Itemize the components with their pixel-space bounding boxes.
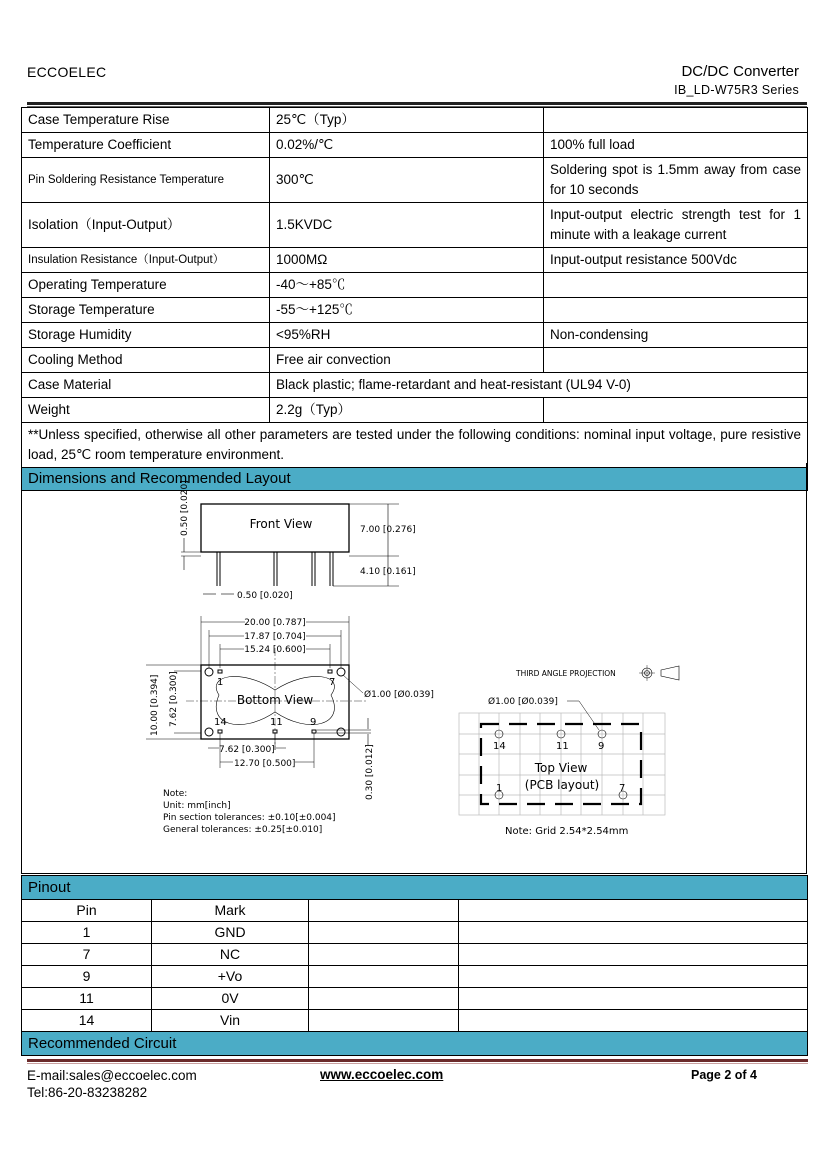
dim-pin-span: 15.24 [0.600] bbox=[244, 645, 306, 655]
dim-pin-pitch-2: 12.70 [0.500] bbox=[234, 759, 296, 769]
brand-name: ECCOELEC bbox=[27, 64, 107, 80]
empty-cell bbox=[459, 944, 808, 966]
pin-label: 1 bbox=[217, 677, 224, 688]
footer-phone: Tel:86-20-83238282 bbox=[27, 1085, 148, 1100]
pcb-pin-label: 7 bbox=[619, 783, 626, 794]
document-header bbox=[674, 63, 799, 99]
param-cell: Operating Temperature bbox=[22, 273, 270, 298]
value-cell: <95%RH bbox=[270, 323, 544, 348]
table-row bbox=[22, 203, 808, 248]
value-cell: 0.02%/℃ bbox=[270, 133, 544, 158]
top-view-label: Top View bbox=[534, 761, 588, 775]
empty-cell bbox=[459, 988, 808, 1010]
param-cell: Storage Humidity bbox=[22, 323, 270, 348]
table-row bbox=[22, 298, 808, 323]
table-row bbox=[22, 1010, 808, 1032]
front-view-label: Front View bbox=[249, 517, 313, 531]
pcb-pin-label: 1 bbox=[496, 783, 503, 794]
dimension-drawing bbox=[22, 463, 808, 874]
value-cell: Black plastic; flame-retardant and heat-resistant (UL94 V-0) bbox=[270, 373, 808, 398]
empty-cell bbox=[309, 988, 459, 1010]
empty-cell bbox=[459, 922, 808, 944]
param-cell: Storage Temperature bbox=[22, 298, 270, 323]
projection-label: THIRD ANGLE PROJECTION bbox=[516, 669, 616, 678]
pcb-pin-label: 14 bbox=[493, 741, 506, 752]
section-header-pinout: Pinout bbox=[22, 876, 808, 900]
pin-label: 11 bbox=[270, 717, 283, 728]
note-cell: Input-output resistance 500Vdc bbox=[544, 248, 808, 273]
empty-cell bbox=[459, 1010, 808, 1032]
param-cell: Pin Soldering Resistance Temperature bbox=[22, 158, 270, 203]
table-row bbox=[22, 158, 808, 203]
value-cell: 2.2g（Typ） bbox=[270, 398, 544, 423]
pin-mark: GND bbox=[152, 922, 309, 944]
table-row bbox=[22, 348, 808, 373]
product-series: IB_LD-W75R3 Series bbox=[674, 83, 799, 97]
value-cell: -55～+125℃ bbox=[270, 298, 544, 323]
note-general-tolerance: General tolerances: ±0.25[±0.010] bbox=[163, 825, 323, 835]
top-hole-diameter: Ø1.00 [Ø0.039] bbox=[488, 697, 558, 707]
table-row bbox=[22, 922, 808, 944]
dim-pin-width: 0.50 [0.020] bbox=[237, 591, 293, 601]
table-row bbox=[22, 966, 808, 988]
table-row bbox=[22, 398, 808, 423]
param-cell: Temperature Coefficient bbox=[22, 133, 270, 158]
dim-pin-pitch-1: 7.62 [0.300] bbox=[219, 745, 275, 755]
dim-pin-length: 4.10 [0.161] bbox=[360, 567, 416, 577]
footer-email[interactable]: E-mail:sales@eccoelec.com bbox=[27, 1068, 197, 1083]
param-cell: Case Material bbox=[22, 373, 270, 398]
spec-table bbox=[21, 107, 808, 491]
param-cell: Weight bbox=[22, 398, 270, 423]
footnote-row bbox=[22, 423, 808, 468]
dim-hole-span: 17.87 [0.704] bbox=[244, 632, 306, 642]
dim-pin-thickness: 0.30 [0.012] bbox=[365, 744, 375, 800]
pin-mark: Vin bbox=[152, 1010, 309, 1032]
pcb-pin-label: 11 bbox=[556, 741, 569, 752]
value-cell: 1000MΩ bbox=[270, 248, 544, 273]
page-number: Page 2 of 4 bbox=[691, 1068, 757, 1082]
note-cell bbox=[544, 348, 808, 373]
empty-cell bbox=[309, 966, 459, 988]
note-cell: Non-condensing bbox=[544, 323, 808, 348]
note-cell bbox=[544, 273, 808, 298]
note-cell: 100% full load bbox=[544, 133, 808, 158]
param-cell: Insulation Resistance（Input-Output） bbox=[22, 248, 270, 273]
table-row bbox=[22, 988, 808, 1010]
dim-height: 7.00 [0.276] bbox=[360, 525, 416, 535]
table-row bbox=[22, 273, 808, 298]
pinout-table bbox=[21, 875, 808, 1056]
footer-rule bbox=[27, 1059, 808, 1062]
empty-cell bbox=[459, 966, 808, 988]
section-header-circuit: Recommended Circuit bbox=[22, 1032, 808, 1056]
value-cell: 25℃（Typ） bbox=[270, 108, 544, 133]
dimensions-panel bbox=[21, 463, 807, 874]
pin-label: 9 bbox=[310, 717, 317, 728]
dim-row-span: 7.62 [0.300] bbox=[169, 671, 179, 727]
param-cell: Cooling Method bbox=[22, 348, 270, 373]
table-row bbox=[22, 248, 808, 273]
section-header-dimensions: Dimensions and Recommended Layout bbox=[22, 468, 808, 491]
pin-number: 1 bbox=[22, 922, 152, 944]
document-title: DC/DC Converter bbox=[681, 63, 799, 80]
grid-note: Note: Grid 2.54*2.54mm bbox=[505, 826, 629, 837]
column-header: Mark bbox=[152, 900, 309, 922]
column-header: Pin bbox=[22, 900, 152, 922]
pin-mark: 0V bbox=[152, 988, 309, 1010]
pcb-pin-label: 9 bbox=[598, 741, 605, 752]
pin-mark: NC bbox=[152, 944, 309, 966]
note-cell bbox=[544, 398, 808, 423]
value-cell: 1.5KVDC bbox=[270, 203, 544, 248]
hole-diameter: Ø1.00 [Ø0.039] bbox=[364, 690, 434, 700]
test-conditions-footnote: **Unless specified, otherwise all other parameters are tested under the following conditions: nominal input voltage, pure resistive load, 25℃ room temperature environment. bbox=[22, 423, 808, 468]
dim-top-offset: 0.50 [0.020] bbox=[180, 480, 190, 536]
pin-number: 14 bbox=[22, 1010, 152, 1032]
value-cell: 300℃ bbox=[270, 158, 544, 203]
table-row bbox=[22, 373, 808, 398]
footer-contact bbox=[27, 1067, 197, 1101]
note-cell: Input-output electric strength test for 1 minute with a leakage current bbox=[544, 203, 808, 248]
header-rule bbox=[27, 102, 807, 105]
pin-label: 14 bbox=[214, 717, 227, 728]
pin-number: 11 bbox=[22, 988, 152, 1010]
pin-mark: +Vo bbox=[152, 966, 309, 988]
dim-width: 10.00 [0.394] bbox=[150, 674, 160, 736]
table-row bbox=[22, 944, 808, 966]
table-row bbox=[22, 108, 808, 133]
empty-cell bbox=[309, 1010, 459, 1032]
footer-website-link[interactable]: www.eccoelec.com bbox=[320, 1067, 444, 1082]
value-cell: -40～+85℃ bbox=[270, 273, 544, 298]
note-unit: Unit: mm[inch] bbox=[163, 801, 231, 811]
column-header bbox=[459, 900, 808, 922]
pin-label: 7 bbox=[329, 677, 336, 688]
param-cell: Isolation（Input-Output） bbox=[22, 203, 270, 248]
column-header bbox=[309, 900, 459, 922]
bottom-view-label: Bottom View bbox=[236, 693, 314, 707]
note-title: Note: bbox=[163, 789, 188, 799]
param-cell: Case Temperature Rise bbox=[22, 108, 270, 133]
note-cell bbox=[544, 108, 808, 133]
dim-length: 20.00 [0.787] bbox=[244, 618, 306, 628]
pcb-layout-label: (PCB layout) bbox=[524, 778, 600, 792]
pin-number: 9 bbox=[22, 966, 152, 988]
note-cell: Soldering spot is 1.5mm away from case for 10 seconds bbox=[544, 158, 808, 203]
table-header-row bbox=[22, 900, 808, 922]
note-cell bbox=[544, 298, 808, 323]
table-row bbox=[22, 133, 808, 158]
value-cell: Free air convection bbox=[270, 348, 544, 373]
table-row bbox=[22, 323, 808, 348]
footer-rule-thin bbox=[27, 1063, 808, 1064]
empty-cell bbox=[309, 922, 459, 944]
note-pin-tolerance: Pin section tolerances: ±0.10[±0.004] bbox=[163, 813, 336, 823]
pin-number: 7 bbox=[22, 944, 152, 966]
empty-cell bbox=[309, 944, 459, 966]
